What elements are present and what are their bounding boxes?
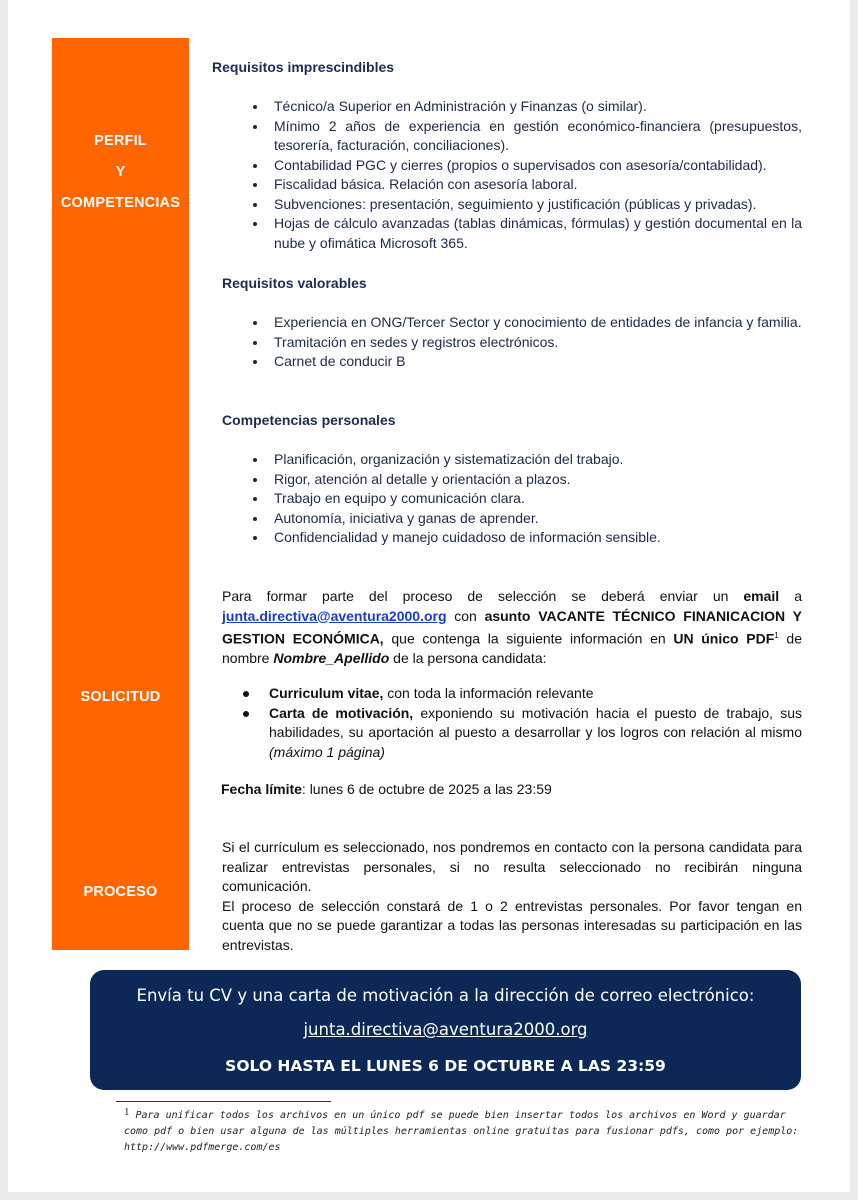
solicitud-list: [222, 684, 802, 762]
banner-email-link[interactable]: junta.directiva@aventura2000.org: [303, 1020, 588, 1039]
cta-banner: [90, 970, 801, 1090]
perfil-line-3: COMPETENCIAS: [60, 195, 181, 211]
competencias-personales-title: Competencias personales: [222, 412, 396, 428]
list-item: Mínimo 2 años de experiencia en gestión económico-financiera (presupuestos, tesorería, facturación, conciliaciones).: [222, 117, 802, 156]
proceso-block: [222, 838, 802, 955]
list-item: Planificación, organización y sistematización del trabajo.: [222, 450, 802, 470]
list-item: Carnet de conducir B: [222, 352, 802, 372]
competencias-personales-list: [222, 450, 802, 548]
perfil-line-1: PERFIL: [94, 133, 147, 149]
perfil-line-2: Y: [115, 164, 126, 180]
competencias-personales-block: [222, 450, 802, 548]
banner-deadline: SOLO HASTA EL LUNES 6 DE OCTUBRE A LAS 23:59: [225, 1057, 666, 1075]
requisitos-imprescindibles-block: [222, 97, 802, 253]
section-label-solicitud: SOLICITUD: [80, 689, 161, 705]
solicitud-item: Carta de motivación, exponiendo su motivación hacia el puesto de trabajo, sus habilidades, su aportación al puesto a desarrollar y los logros con relación al mismo (máximo 1 página): [222, 704, 802, 763]
section-label-proceso: PROCESO: [83, 884, 158, 900]
list-item: Rigor, atención al detalle y orientación a plazos.: [222, 470, 802, 490]
list-item: Experiencia en ONG/Tercer Sector y conocimiento de entidades de infancia y familia.: [222, 313, 802, 333]
list-item: Confidencialidad y manejo cuidadoso de información sensible.: [222, 528, 802, 548]
proceso-paragraph-2: El proceso de selección constará de 1 o 2 entrevistas personales. Por favor tengan en cuenta que no se puede garantizar a todas las personas interesadas su participación en las entrevistas.: [222, 897, 802, 953]
requisitos-imprescindibles-list: [222, 97, 802, 253]
solicitud-paragraph: Para formar parte del proceso de selección se deberá enviar un email a junta.directiva@aventura2000.org con asunto VACANTE TÉCNICO FINANICACION Y GESTION ECONÓMICA, que contenga la siguiente información en UN único PDF$^1$ de nombre Nombre_Apellido de la persona candidata:: [222, 588, 802, 667]
list-item: Trabajo en equipo y comunicación clara.: [222, 489, 802, 509]
banner-line-1: Envía tu CV y una carta de motivación a la dirección de correo electrónico:: [136, 986, 755, 1005]
solicitud-item: Curriculum vitae, con toda la información relevante: [222, 684, 802, 704]
section-label-perfil: [52, 126, 189, 219]
requisitos-valorables-title: Requisitos valorables: [222, 275, 367, 291]
proceso-paragraph-1: Si el currículum es seleccionado, nos pondremos en contacto con la persona candidata para realizar entrevistas personales, si no resulta seleccionado no recibirán ninguna comunicación.: [222, 839, 802, 894]
email-link[interactable]: junta.directiva@aventura2000.org: [222, 607, 447, 624]
list-item: Hojas de cálculo avanzadas (tablas dinámicas, fórmulas) y gestión documental en la nube y ofimática Microsoft 365.: [222, 214, 802, 253]
solicitud-items-block: [222, 684, 802, 762]
requisitos-valorables-list: [222, 313, 802, 372]
footnote-mark: 1: [124, 1106, 130, 1118]
fecha-limite: Fecha límite: lunes 6 de octubre de 2025 a las 23:59: [221, 781, 552, 797]
footnote-ref: 1: [774, 631, 779, 640]
list-item: Tramitación en sedes y registros electrónicos.: [222, 333, 802, 353]
list-item: Fiscalidad básica. Relación con asesoría laboral.: [222, 175, 802, 195]
requisitos-valorables-block: [222, 313, 802, 372]
footnote: [124, 1108, 806, 1156]
list-item: Contabilidad PGC y cierres (propios o supervisados con asesoría/contabilidad).: [222, 156, 802, 176]
requisitos-imprescindibles-title: Requisitos imprescindibles: [212, 59, 395, 75]
list-item: Autonomía, iniciativa y ganas de aprender.: [222, 509, 802, 529]
list-item: Técnico/a Superior en Administración y Finanzas (o similar).: [222, 97, 802, 117]
list-item: Subvenciones: presentación, seguimiento y justificación (públicas y privadas).: [222, 195, 802, 215]
footnote-separator: [116, 1101, 331, 1102]
footnote-text: Para unificar todos los archivos en un único pdf se puede bien insertar todos los archivos en Word y guardar como pdf o bien usar alguna de las múltiples herramientas online gratuitas para fusionar pdfs, como por ejemplo: http://www.pdfmerge.com/es: [124, 1110, 799, 1153]
